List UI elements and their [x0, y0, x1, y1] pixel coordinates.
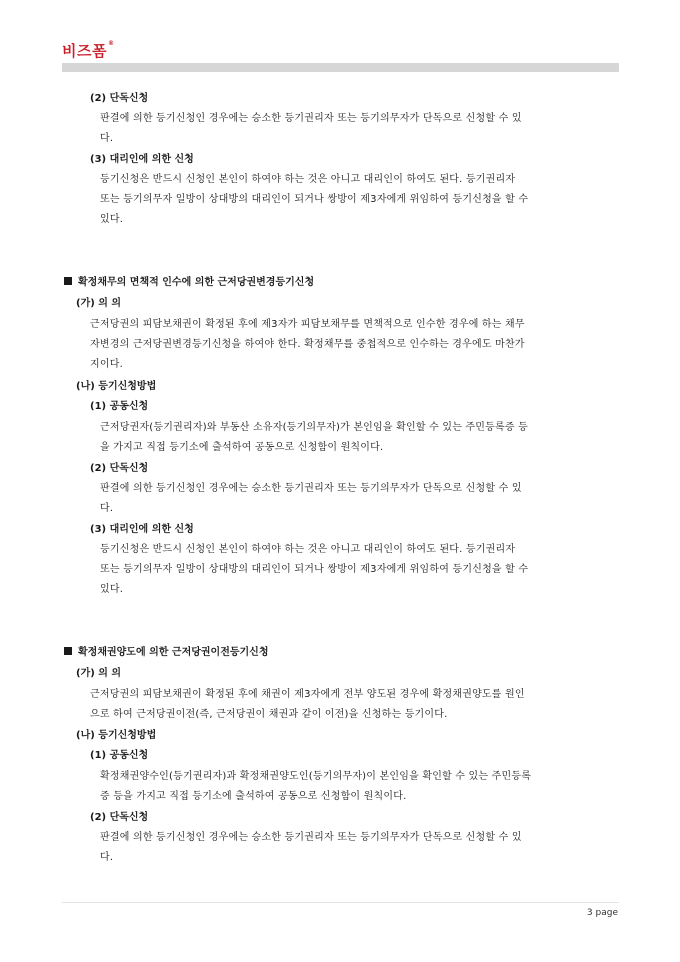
paragraph-line: 다.: [100, 852, 114, 863]
paragraph-line: 근저당권의 피담보채권이 확정된 후에 채권이 제3자에게 전부 양도된 경우에 확정채권양도를 원인: [90, 689, 525, 700]
section-heading-text: 확정채권양도에 의한 근저당권이전등기신청: [78, 647, 269, 658]
paragraph-line: 있다.: [100, 214, 124, 225]
paragraph-line: 또는 등기의무자 일방이 상대방의 대리인이 되거나 쌍방이 제3자에게 위임하여 등기신청을 할 수: [100, 194, 529, 205]
paragraph-line: 다.: [100, 133, 114, 144]
section-heading: [64, 646, 269, 660]
registered-mark: ®: [107, 40, 115, 47]
square-bullet-icon: [64, 647, 72, 655]
paragraph-line: 지이다.: [90, 359, 123, 370]
footer-divider: [62, 902, 619, 903]
paragraph-line: 판결에 의한 등기신청인 경우에는 승소한 등기권리자 또는 등기의무자가 단독으로 신청할 수 있: [100, 113, 522, 124]
header-bar: [62, 63, 619, 72]
paragraph-line: 판결에 의한 등기신청인 경우에는 승소한 등기권리자 또는 등기의무자가 단독으로 신청할 수 있: [100, 483, 522, 494]
subsection-heading: (3) 대리인에 의한 신청: [90, 524, 194, 535]
subsection-heading: (2) 단독신청: [90, 812, 149, 823]
paragraph-line: 자변경의 근저당권변경등기신청을 하여야 한다. 확정채무를 중첩적으로 인수하는 경우에도 마찬가: [90, 339, 525, 350]
subsection-heading: (3) 대리인에 의한 신청: [90, 154, 194, 165]
subsection-heading: (1) 공동신청: [90, 750, 149, 761]
subsection-heading: (1) 공동신청: [90, 401, 149, 412]
paragraph-line: 등기신청은 반드시 신청인 본인이 하여야 하는 것은 아니고 대리인이 하여도 된다. 등기권리자: [100, 544, 516, 555]
page-number: 3 page: [586, 908, 618, 918]
section-heading-text: 확정채무의 면책적 인수에 의한 근저당권변경등기신청: [78, 277, 315, 288]
paragraph-line: 으로 하여 근저당권이전(즉, 근저당권이 채권과 같이 이전)을 신청하는 등기이다.: [90, 709, 448, 720]
clause-heading: (나) 등기신청방법: [76, 381, 157, 392]
paragraph-line: 증 등을 가지고 직접 등기소에 출석하여 공동으로 신청함이 원칙이다.: [100, 791, 407, 802]
paragraph-line: 다.: [100, 503, 114, 514]
paragraph-line: 판결에 의한 등기신청인 경우에는 승소한 등기권리자 또는 등기의무자가 단독으로 신청할 수 있: [100, 832, 522, 843]
paragraph-line: 근저당권자(등기권리자)와 부동산 소유자(등기의무자)가 본인임을 확인할 수 있는 주민등록증 등: [100, 422, 528, 433]
paragraph-line: 근저당권의 피담보채권이 확정된 후에 제3자가 피담보채무를 면책적으로 인수한 경우에 하는 채무: [90, 319, 525, 330]
subsection-heading: (2) 단독신청: [90, 93, 149, 104]
square-bullet-icon: [64, 277, 72, 285]
paragraph-line: 을 가지고 직접 등기소에 출석하여 공동으로 신청함이 원칙이다.: [100, 442, 384, 453]
paragraph-line: 있다.: [100, 584, 124, 595]
brand-logo: [62, 40, 114, 61]
clause-heading: (나) 등기신청방법: [76, 730, 157, 741]
paragraph-line: 확정채권양수인(등기권리자)과 확정채권양도인(등기의무자)이 본인임을 확인할 수 있는 주민등록: [100, 771, 532, 782]
section-heading: [64, 276, 314, 290]
paragraph-line: 또는 등기의무자 일방이 상대방의 대리인이 되거나 쌍방이 제3자에게 위임하여 등기신청을 할 수: [100, 564, 529, 575]
clause-heading: (가) 의 의: [76, 668, 122, 679]
paragraph-line: 등기신청은 반드시 신청인 본인이 하여야 하는 것은 아니고 대리인이 하여도 된다. 등기권리자: [100, 174, 516, 185]
subsection-heading: (2) 단독신청: [90, 463, 149, 474]
logo-text: 비즈폼: [62, 42, 107, 60]
clause-heading: (가) 의 의: [76, 298, 122, 309]
